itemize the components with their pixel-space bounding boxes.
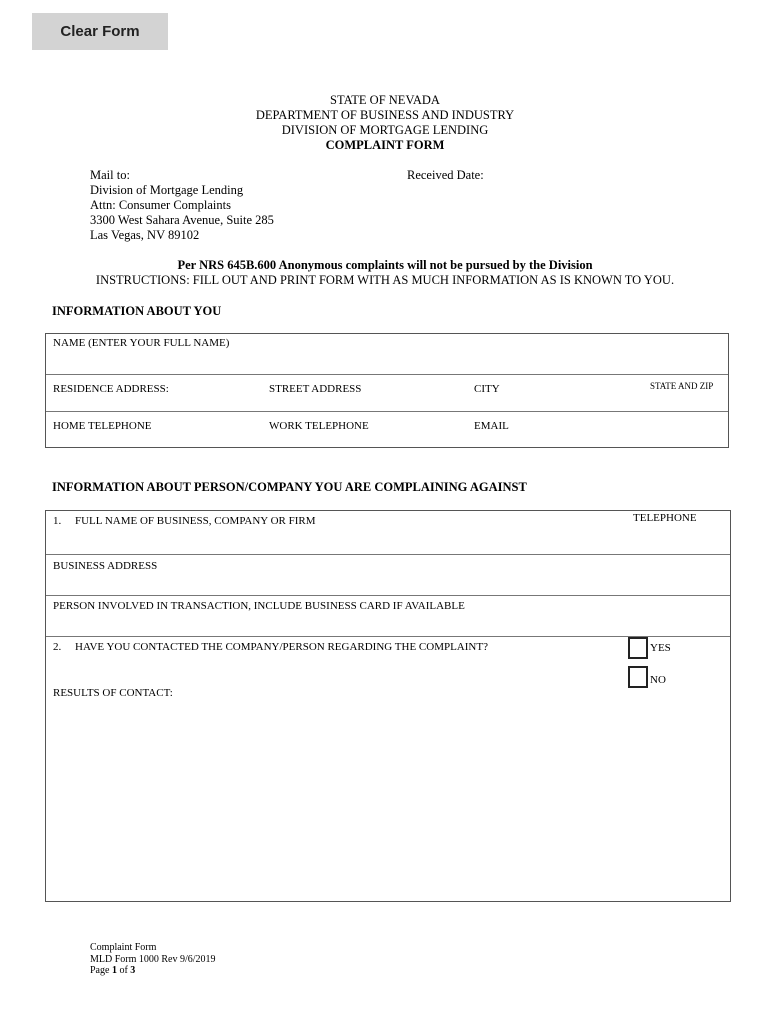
home-telephone-label: HOME TELEPHONE: [53, 420, 152, 432]
name-row[interactable]: [46, 334, 728, 375]
email-label: EMAIL: [474, 420, 509, 432]
results-of-contact-label: RESULTS OF CONTACT:: [53, 687, 173, 699]
notice: [0, 258, 770, 288]
section-title-complaining-against: INFORMATION ABOUT PERSON/COMPANY YOU ARE COMPLAINING AGAINST: [52, 480, 527, 494]
business-name-label: FULL NAME OF BUSINESS, COMPANY OR FIRM: [75, 515, 316, 527]
form-title: COMPLAINT FORM: [325, 138, 445, 152]
business-address-row[interactable]: [46, 555, 730, 596]
name-label: NAME (ENTER YOUR FULL NAME): [53, 337, 230, 349]
anonymous-notice: Per NRS 645B.600 Anonymous complaints will not be pursued by the Division: [177, 258, 593, 272]
page-number: [90, 965, 216, 977]
residence-row[interactable]: [46, 375, 728, 412]
footer-form-name: Complaint Form: [90, 942, 157, 953]
business-address-label: BUSINESS ADDRESS: [53, 560, 158, 572]
contacted-question-label: HAVE YOU CONTACTED THE COMPANY/PERSON REGARDING THE COMPLAINT?: [75, 641, 488, 653]
header-division: DIVISION OF MORTGAGE LENDING: [281, 123, 489, 137]
question-1-number: 1.: [53, 515, 62, 527]
mail-to-line-2: Attn: Consumer Complaints: [90, 198, 231, 212]
business-name-row[interactable]: [46, 511, 730, 555]
mail-to-line-4: Las Vegas, NV 89102: [90, 228, 200, 242]
contacted-yes-checkbox[interactable]: [628, 637, 648, 659]
page-footer: [90, 942, 216, 977]
no-label: NO: [650, 674, 666, 686]
page-prefix: Page: [90, 965, 110, 976]
received-date-label: Received Date:: [407, 168, 484, 182]
instructions: INSTRUCTIONS: FILL OUT AND PRINT FORM WITH AS MUCH INFORMATION AS IS KNOWN TO YOU.: [95, 273, 675, 287]
street-address-label: STREET ADDRESS: [269, 383, 362, 395]
person-involved-label: PERSON INVOLVED IN TRANSACTION, INCLUDE BUSINESS CARD IF AVAILABLE: [53, 600, 465, 612]
header-state: STATE OF NEVADA: [330, 93, 440, 107]
phone-row[interactable]: [46, 412, 728, 448]
section-title-about-you: INFORMATION ABOUT YOU: [52, 304, 222, 318]
residence-address-label: RESIDENCE ADDRESS:: [53, 383, 169, 395]
state-zip-label: STATE AND ZIP: [650, 381, 714, 391]
contacted-no-checkbox[interactable]: [628, 666, 648, 688]
results-of-contact-field[interactable]: [52, 705, 724, 895]
mail-to-line-1: Division of Mortgage Lending: [90, 183, 244, 197]
complaining-against-box: [45, 510, 731, 902]
about-you-box: [45, 333, 729, 448]
person-involved-row[interactable]: [46, 596, 730, 637]
page-current: 1: [111, 965, 117, 976]
city-label: CITY: [474, 383, 500, 395]
yes-label: YES: [650, 642, 671, 654]
page-of: of: [119, 965, 128, 976]
work-telephone-label: WORK TELEPHONE: [269, 420, 369, 432]
header-department: DEPARTMENT OF BUSINESS AND INDUSTRY: [255, 108, 515, 122]
page-total: 3: [130, 965, 136, 976]
mail-to-line-3: 3300 West Sahara Avenue, Suite 285: [90, 213, 274, 227]
mail-to-label: Mail to:: [90, 168, 130, 182]
clear-form-button[interactable]: Clear Form: [32, 13, 168, 50]
footer-form-revision: MLD Form 1000 Rev 9/6/2019: [90, 953, 216, 965]
business-telephone-label: TELEPHONE: [633, 512, 697, 524]
question-2-number: 2.: [53, 641, 62, 653]
mail-to-address: [90, 168, 274, 243]
form-header: [0, 93, 770, 153]
